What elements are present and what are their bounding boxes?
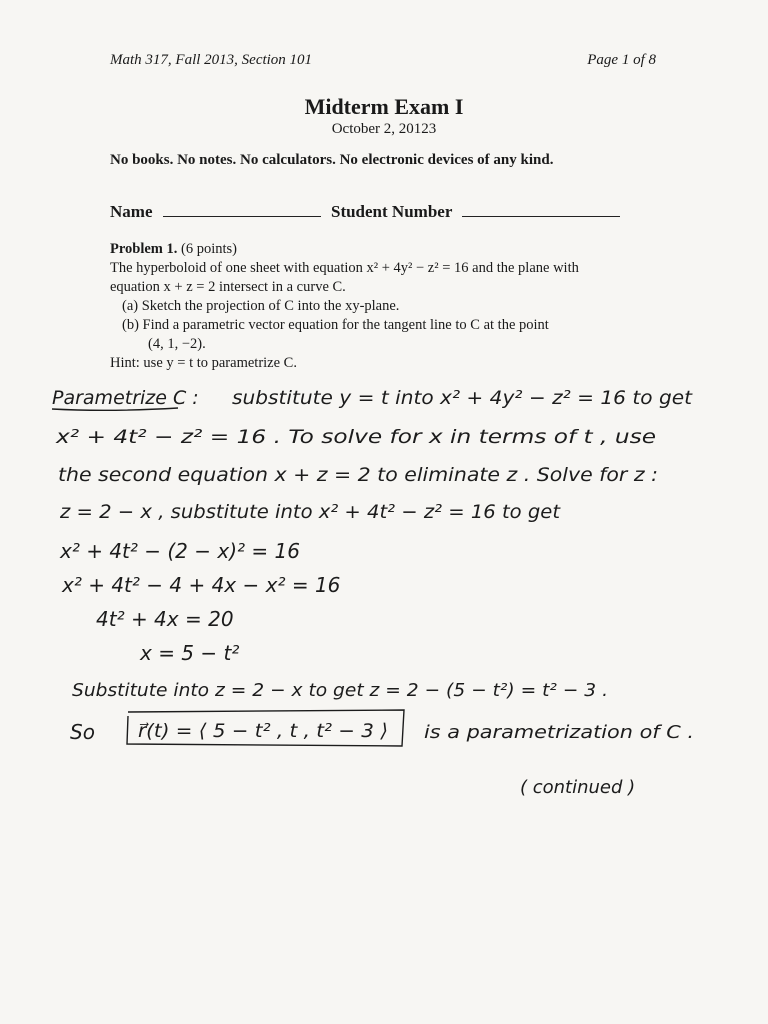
exam-title: Midterm Exam I	[304, 94, 464, 119]
problem-part-a: (a) Sketch the projection of C into the xy-plane.	[122, 298, 400, 314]
hw-line-2: x² + 4t² − z² = 16 . To solve for x in terms of t , use	[54, 426, 656, 448]
hw-line-4: z = 2 − x , substitute into x² + 4t² − z² = 16 to get	[58, 501, 562, 523]
hw-line-10-rest: is a parametrization of C .	[424, 722, 694, 743]
hw-line-3: the second equation x + z = 2 to eliminate z . Solve for z :	[58, 464, 658, 486]
course-header: Math 317, Fall 2013, Section 101	[110, 52, 313, 68]
hw-answer: r⃗(t) = ⟨ 5 − t² , t , t² − 3 ⟩	[138, 720, 388, 742]
hw-continued: ( continued )	[520, 777, 636, 798]
problem-part-b: (b) Find a parametric vector equation for the tangent line to C at the point	[122, 317, 549, 333]
problem-statement-2: equation x + z = 2 intersect in a curve C.	[110, 279, 346, 295]
problem-points: (6 points)	[181, 241, 237, 257]
exam-rules: No books. No notes. No calculators. No electronic devices of any kind.	[110, 152, 554, 168]
hw-line-5: x² + 4t² − (2 − x)² = 16	[60, 539, 300, 563]
problem-title: Problem 1.	[110, 241, 178, 257]
problem-statement-1: The hyperboloid of one sheet with equation x² + 4y² − z² = 16 and the plane with	[110, 260, 579, 276]
hw-parametrize-label: Parametrize C :	[52, 387, 199, 409]
hw-line-1: substitute y = t into x² + 4y² − z² = 16 to get	[232, 387, 694, 409]
name-label: Name	[110, 202, 153, 221]
hw-line-7: 4t² + 4x = 20	[96, 607, 234, 631]
problem-part-b-point: (4, 1, −2).	[148, 336, 206, 352]
exam-date: October 2, 20123	[331, 121, 437, 137]
page-number: Page 1 of 8	[587, 52, 656, 68]
problem-hint: Hint: use y = t to parametrize C.	[110, 355, 297, 371]
hw-line-9: Substitute into z = 2 − x to get z = 2 − (5 − t²) = t² − 3 .	[72, 680, 608, 701]
hw-line-8: x = 5 − t²	[140, 641, 240, 665]
student-number-label: Student Number	[330, 202, 453, 221]
hw-so: So	[70, 720, 95, 744]
hw-line-6: x² + 4t² − 4 + 4x − x² = 16	[62, 573, 341, 597]
